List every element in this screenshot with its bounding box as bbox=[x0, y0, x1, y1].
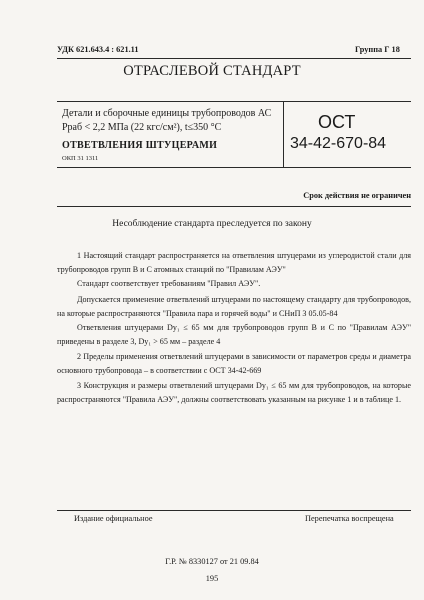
reprint-prohibited-note: Перепечатка воспрещена bbox=[305, 514, 394, 523]
title-block-top-rule bbox=[57, 101, 411, 102]
title-line-2: Рраб < 2,2 МПа (22 кгс/см²), t≤350 °С bbox=[62, 122, 222, 133]
header-rule bbox=[57, 58, 411, 59]
title-line-3: ОТВЕТВЛЕНИЯ ШТУЦЕРАМИ bbox=[62, 140, 218, 151]
standard-number: 34-42-670-84 bbox=[290, 135, 387, 152]
title-line-1: Детали и сборочные единицы трубопроводов АС bbox=[62, 108, 272, 119]
paragraph-6: 3 Конструкция и размеры ответвлений штуцерами Dy₁ ≤ 65 мм для трубопроводов, на которые распространяются "Правила АЭУ", должны соответствовать указанным на рисунке 1 и в таблице 1. bbox=[57, 381, 411, 404]
validity-note: Срок действия не ограничен bbox=[303, 191, 411, 200]
official-edition-note: Издание официальное bbox=[74, 514, 153, 523]
title-block-divider bbox=[283, 101, 284, 167]
standard-code: ОСТ bbox=[318, 112, 356, 132]
paragraph-4: Ответвления штуцерами Dy₁ ≤ 65 мм для трубопроводов групп В и С по "Правилам АЭУ" приведены в разделе 3, Dy₁ > 65 мм – разделе 4 bbox=[57, 323, 411, 346]
paragraph-3: Допускается применение ответвлений штуцерами по настоящему стандарту для трубопроводов, на которые распространяются "Правила пара и горячей воды" и СНиП 3 05.05-84 bbox=[57, 295, 411, 318]
registration-number: Г.Р. № 8330127 от 21 09.84 bbox=[165, 557, 259, 566]
okp-code: ОКП 31 1311 bbox=[62, 155, 99, 162]
standard-type-heading: ОТРАСЛЕВОЙ СТАНДАРТ bbox=[123, 63, 301, 79]
paragraph-2: Стандарт соответствует требованиям "Правил АЭУ". bbox=[77, 279, 261, 288]
page-number: 195 bbox=[205, 574, 219, 583]
title-block-bottom-rule bbox=[57, 167, 411, 168]
body-top-rule bbox=[57, 206, 411, 207]
group-code: Группа Г 18 bbox=[355, 45, 400, 54]
law-notice: Несоблюдение стандарта преследуется по закону bbox=[112, 219, 312, 229]
paragraph-5: 2 Пределы применения ответвлений штуцерами в зависимости от параметров среды и диаметра основного трубопровода – в соответствии с ОСТ 34-42-669 bbox=[57, 352, 411, 375]
footer-rule bbox=[57, 510, 411, 511]
udc-code: УДК 621.643.4 : 621.11 bbox=[57, 45, 139, 54]
paragraph-1: 1 Настоящий стандарт распространяется на ответвления штуцерами из углеродистой стали для трубопроводов групп В и С атомных станций по "Правилам АЭУ" bbox=[57, 251, 411, 274]
